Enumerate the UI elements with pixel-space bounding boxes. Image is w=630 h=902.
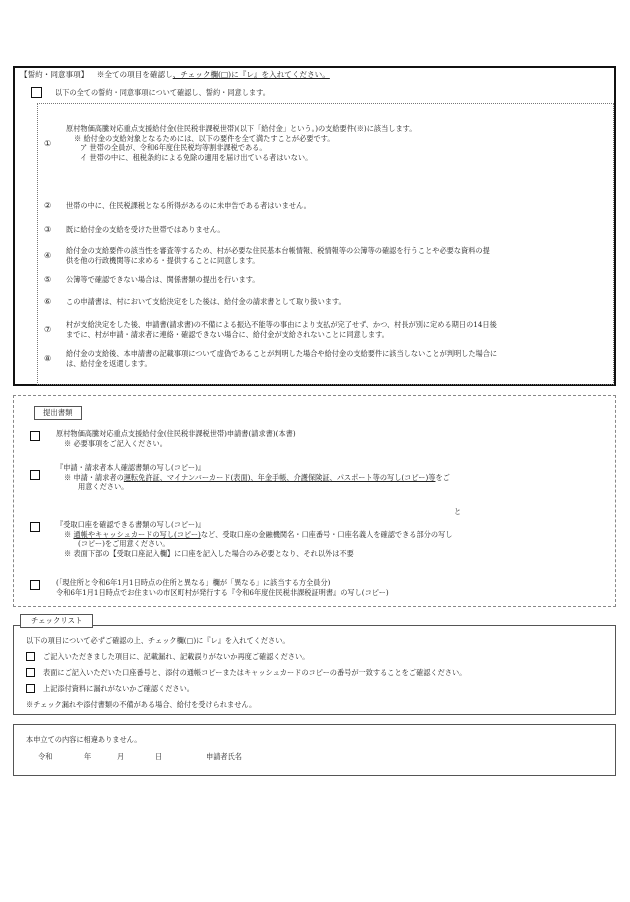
doc-application-checkbox[interactable] xyxy=(30,431,40,441)
pledge-items-box xyxy=(37,103,614,385)
checklist-section xyxy=(13,625,616,715)
checklist-item-text: 上記添付資料に漏れがないかご確認ください。 xyxy=(43,684,194,693)
pledge-item-1 xyxy=(44,124,604,174)
checklist-tab-label: チェックリスト xyxy=(20,614,93,628)
declaration-era: 令和 xyxy=(38,752,53,761)
agree-all-checkbox[interactable] xyxy=(31,87,42,98)
checklist-item xyxy=(26,652,309,662)
pledge-item-number: ⑥ xyxy=(44,297,52,306)
doc-row-application xyxy=(30,429,610,459)
doc-identity-note-suffix: をご xyxy=(435,472,450,482)
pledge-header-title: 【誓約・同意事項】 xyxy=(20,70,89,79)
doc-identity-note-line2: 用意ください。 xyxy=(78,482,129,492)
pledge-item-text: 既に給付金の支給を受けた世帯ではありません。 xyxy=(66,225,225,234)
agree-all-label: 以下の全ての誓約・同意事項について確認し、誓約・同意します。 xyxy=(55,88,270,97)
signer-name-field[interactable] xyxy=(254,750,454,762)
checklist-intro: 以下の項目について必ずご確認の上、チェック欄(□)に『レ』を入れてください。 xyxy=(26,636,290,645)
pledge-item-number: ① xyxy=(44,139,52,148)
pledge-header-note: ※全ての項目を確認し xyxy=(96,70,173,79)
doc-application-note: ※ 必要事項をご記入ください。 xyxy=(64,438,167,448)
doc-identity-note-prefix: ※ 申請・請求者の xyxy=(64,472,124,482)
pledge-item-text: 原村物価高騰対応重点支援給付金(住民税非課税世帯)(以下「給付金」という。)の支給要件(※)に該当します。 xyxy=(66,124,417,133)
doc-row-tax-certificate xyxy=(30,578,610,604)
pledge-item-number: ③ xyxy=(44,225,52,234)
month-field[interactable] xyxy=(99,752,111,762)
pledge-item-number: ⑧ xyxy=(44,354,52,363)
pledge-item-text: 給付金の支給要件の該当性を審査等するため、村が必要な住民基本台帳情報、税情報等の公簿等の確認を行うことや必要な資料の提 xyxy=(66,246,490,255)
pledge-item-text: イ 世帯の中に、租税条約による免除の適用を届け出ている者はいない。 xyxy=(80,153,313,163)
pledge-item-text: 供を他の行政機関等に求める・提供することに同意します。 xyxy=(66,255,260,265)
doc-bank-note2: ※ 表面下部の【受取口座記入欄】に口座を記入した場合のみ必要となり、それ以外は不要 xyxy=(64,549,354,559)
doc-row-bank xyxy=(30,520,610,568)
doc-bank-checkbox[interactable] xyxy=(30,522,40,532)
checklist-item xyxy=(26,684,194,694)
doc-application-title: 原村物価高騰対応重点支援給付金(住民税非課税世帯)申請書(請求書)(本書) xyxy=(56,429,296,438)
documents-tab-label: 提出書類 xyxy=(34,406,82,420)
doc-bank-note-prefix: ※ xyxy=(64,529,74,539)
pledge-item-text: 給付金の支給後、本申請書の記載事項について虚偽であることが判明した場合や給付金の支給要件に該当しないことが判明した場合に xyxy=(66,349,498,358)
declaration-section xyxy=(13,724,616,776)
checklist-checkbox-3[interactable] xyxy=(26,684,35,693)
doc-tax-certificate-line2: 令和6年1月1日時点でお住まいの市区町村が発行する『令和6年度住民税非課税証明書』の写し(コピー) xyxy=(56,587,389,597)
documents-section xyxy=(13,395,616,607)
checklist-footer-note: ※チェック漏れや添付書類の不備がある場合、給付を受けられません。 xyxy=(26,700,257,709)
doc-identity-title: 『申請・請求者本人確認書類の写し(コピー)』 xyxy=(56,463,206,472)
pledge-item-text: ア 世帯の全員が、令和6年度住民税均等割非課税である。 xyxy=(80,143,267,153)
signer-name-label: 申請者氏名 xyxy=(206,752,242,761)
declaration-year-label: 年 xyxy=(84,752,92,761)
doc-bank-note-underlined: 通帳やキャッシュカードの写し(コピー) xyxy=(73,529,201,539)
checklist-checkbox-1[interactable] xyxy=(26,652,35,661)
pledge-item-number: ⑦ xyxy=(44,325,52,334)
pledge-item-text: この申請書は、村において支給決定をした後は、給付金の請求書として取り扱います。 xyxy=(66,297,346,306)
checklist-item xyxy=(26,668,466,678)
doc-tax-certificate-title: (「現住所と令和6年1月1日時点の住所と異なる」欄が「異なる」に該当する方全員分) xyxy=(56,578,331,587)
doc-bank-note-line2: (コピー)をご用意ください。 xyxy=(78,539,170,549)
declaration-day-label: 日 xyxy=(155,752,163,761)
pledge-item-text: 公簿等で確認できない場合は、関係書類の提出を行います。 xyxy=(66,275,260,284)
doc-identity-note-underlined: 運転免許証、マイナンバーカード(表面)、年金手帳、介護保険証、パスポート等の写し(コピー)等 xyxy=(123,472,436,482)
pledge-item-text: 世帯の中に、住民税課税となる所得があるのに未申告である者はいません。 xyxy=(66,201,311,210)
pledge-item-number: ⑤ xyxy=(44,275,52,284)
pledge-header xyxy=(20,70,330,80)
doc-row-identity xyxy=(30,463,610,511)
checklist-item-text: ご記入いただきました項目に、記載漏れ、記載誤りがないか再度ご確認ください。 xyxy=(43,652,310,661)
checklist-checkbox-2[interactable] xyxy=(26,668,35,677)
declaration-text: 本申立ての内容に相違ありません。 xyxy=(26,735,142,744)
declaration-month-label: 月 xyxy=(117,752,125,761)
pledge-section xyxy=(13,66,616,386)
doc-bank-title: 『受取口座を確認できる書類の写し(コピー)』 xyxy=(56,520,206,529)
pledge-item-number: ④ xyxy=(44,251,52,260)
day-field[interactable] xyxy=(132,752,150,762)
doc-and-mark: と xyxy=(454,507,462,516)
doc-tax-certificate-checkbox[interactable] xyxy=(30,580,40,590)
doc-bank-note-suffix: など、受取口座の金融機関名・口座番号・口座名義人を確認できる部分の写し xyxy=(200,529,453,539)
pledge-item-text: までに、村が申請・請求者に連絡・確認できない場合に、給付金が支給されないことに同意します。 xyxy=(66,329,389,339)
year-field[interactable] xyxy=(69,752,81,762)
pledge-item-text: は、給付金を返還します。 xyxy=(66,358,152,368)
pledge-item-text: ※ 給付金の支給対象となるためには、以下の要件を全て満たすことが必要です。 xyxy=(74,133,335,143)
pledge-item-number: ② xyxy=(44,201,52,210)
pledge-header-note-underlined: 、チェック欄(□)に『レ』を入れてください。 xyxy=(172,70,330,79)
doc-identity-checkbox[interactable] xyxy=(30,470,40,480)
checklist-item-text: 表面にご記入いただいた口座番号と、添付の通帳コピーまたはキャッシュカードのコピーの番号が一致することをご確認ください。 xyxy=(43,668,467,677)
pledge-item-text: 村が支給決定をした後、申請書(請求書)の不備による振込不能等の事由により支払が完了せず、かつ、村長が別に定める期日の14日後 xyxy=(66,320,497,329)
